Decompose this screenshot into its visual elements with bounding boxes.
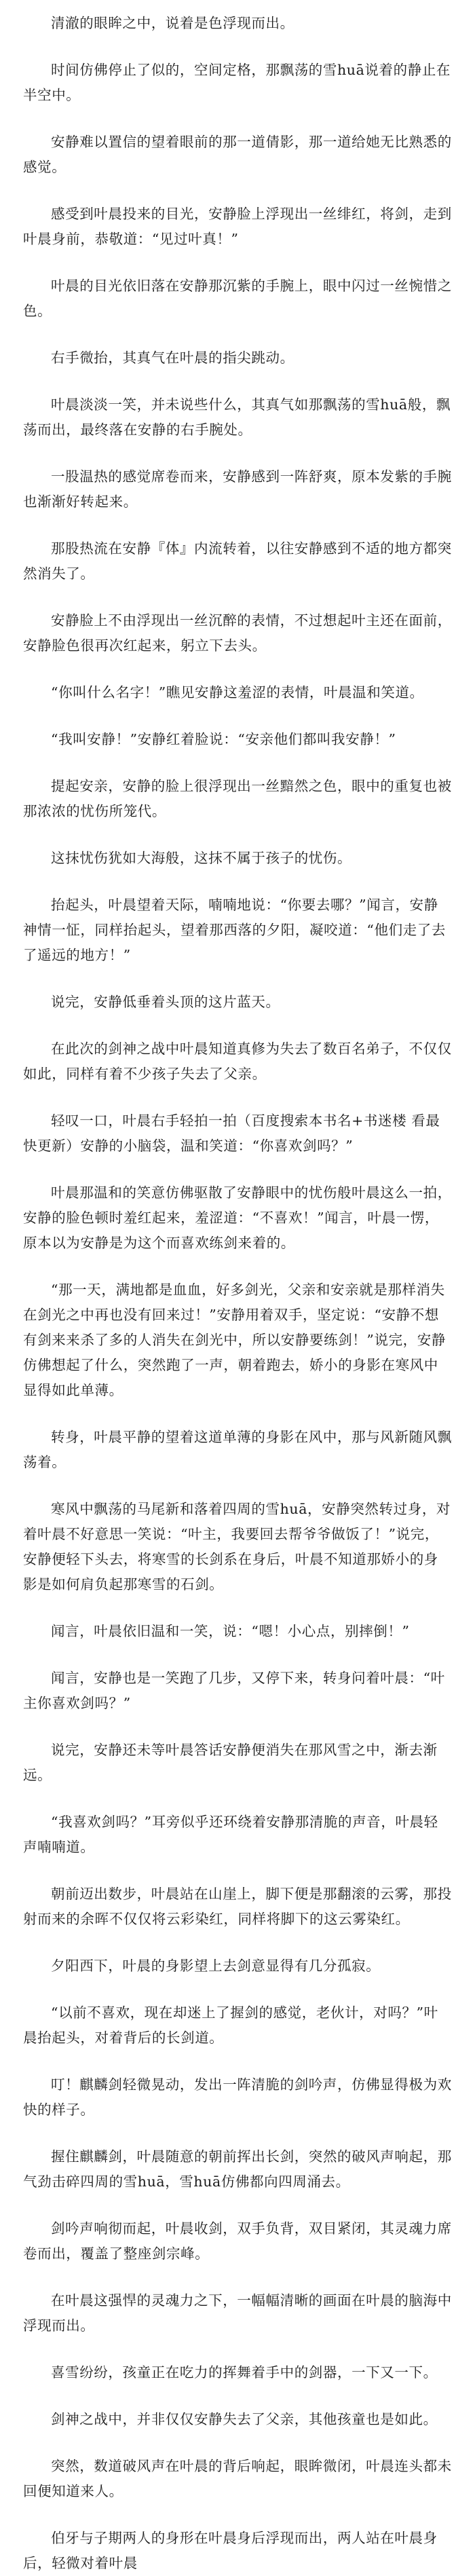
paragraph: 朝前迈出数步，叶晨站在山崖上，脚下便是那翻滚的云雾，那投射而来的余晖不仅仅将云彩染红，同样将脚下的这云雾染红。 (23, 1886, 452, 1927)
paragraph: 夕阳西下，叶晨的身影望上去剑意显得有几分孤寂。 (51, 1958, 381, 1974)
paragraph: 闻言，安静也是一笑跑了几步，又停下来，转身问着叶晨：“叶主你喜欢剑吗？” (23, 1670, 445, 1711)
paragraph: 剑吟声响彻而起，叶晨收剑，双手负背，双目紧闭，其灵魂力席卷而出，覆盖了整座剑宗峰。 (23, 2220, 452, 2262)
paragraph: 说完，安静低垂着头顶的这片蓝天。 (51, 994, 280, 1010)
paragraph: 右手微抬，其真气在叶晨的指尖跳动。 (51, 350, 294, 366)
paragraph: 一股温热的感觉席卷而来，安静感到一阵舒爽，原本发紫的手腕也渐渐好转起来。 (23, 468, 452, 510)
paragraph: 轻叹一口，叶晨右手轻拍一拍（百度搜索本书名+书迷楼 看最快更新）安静的小脑袋，温和笑道：“你喜欢剑吗？” (23, 1113, 440, 1154)
paragraph: 安静脸上不由浮现出一丝沉醉的表情，不过想起叶主还在面前，安静脸色很再次红起来，躬立下去头。 (23, 612, 452, 654)
paragraph: 在叶晨这强悍的灵魂力之下，一幅幅清晰的画面在叶晨的脑海中浮现而出。 (23, 2292, 452, 2334)
paragraph: 感受到叶晨投来的目光，安静脸上浮现出一丝绯红，将剑，走到叶晨身前，恭敬道：“见过叶真！” (23, 206, 452, 247)
paragraph: 叶晨那温和的笑意仿佛驱散了安静眼中的忧伤般叶晨这么一拍，安静的脸色顿时羞红起来，羞涩道：“不喜欢！”闻言，叶晨一愣，原本以为安静是为这个而喜欢练剑来着的。 (23, 1184, 452, 1251)
paragraph: “我叫安静！”安静红着脸说：“安亲他们都叫我安静！” (51, 731, 396, 747)
paragraph: “那一天，满地都是血血，好多剑光，父亲和安亲就是那样消失在剑光之中再也没有回来过！”安静用着双手，坚定说：“安静不想有剑来来杀了多的人消失在剑光中，所以安静要练剑！”说完，安静仿佛想起了什么，突然跑了一声，朝着跑去，娇小的身影在寒风中显得如此单薄。 (23, 1282, 446, 1398)
paragraph: 叶晨的目光依旧落在安静那沉紫的手腕上，眼中闪过一丝惋惜之色。 (23, 278, 452, 319)
paragraph: “以前不喜欢，现在却迷上了握剑的感觉，老伙计，对吗？”叶晨抬起头，对着背后的长剑道。 (23, 2004, 438, 2046)
paragraph: 剑神之战中，并非仅仅安静失去了父亲，其他孩童也是如此。 (51, 2411, 438, 2427)
paragraph: 安静难以置信的望着眼前的那一道倩影，那一道给她无比熟悉的感觉。 (23, 134, 452, 175)
paragraph: 喜雪纷纷，孩童正在吃力的挥舞着手中的剑器，一下又一下。 (51, 2364, 438, 2381)
paragraph: 闻言，叶晨依旧温和一笑，说：“嗯！小心点，别摔倒！” (51, 1623, 410, 1639)
paragraph: 说完，安静还未等叶晨答话安静便消失在那风雪之中，渐去渐远。 (23, 1742, 438, 1783)
paragraph: 转身，叶晨平静的望着这道单薄的身影在风中，那与风新随风飘荡着。 (23, 1429, 452, 1470)
paragraph: 这抹忧伤犹如大海般，这抹不属于孩子的忧伤。 (51, 850, 352, 866)
paragraph: 突然，数道破风声在叶晨的背后响起，眼眸微闭，叶晨连头都未回便知道来人。 (23, 2458, 452, 2499)
paragraph: “我喜欢剑吗？”耳旁似乎还环绕着安静那清脆的声音，叶晨轻声喃喃道。 (23, 1814, 438, 1855)
paragraph: 叮！麒麟剑轻微晃动，发出一阵清脆的剑吟声，仿佛显得极为欢快的样子。 (23, 2076, 452, 2118)
paragraph: 在此次的剑神之战中叶晨知道真修为失去了数百名弟子，不仅仅如此，同样有着不少孩子失去了父亲。 (23, 1041, 452, 1082)
paragraph: 清澈的眼眸之中，说着是色浮现而出。 (51, 15, 294, 31)
paragraph: 抬起头，叶晨望着天际，喃喃地说：“你要去哪？”闻言，安静神情一怔，同样抬起头，望着那西落的夕阳，凝咬道：“他们走了去了遥远的地方！” (23, 897, 446, 963)
paragraph: 寒风中飘荡的马尾新和落着四周的雪huā，安静突然转过身，对着叶晨不好意思一笑说：“叶主，我要回去帮爷爷做饭了！”说完，安静便轻下头去，将寒雪的长剑系在身后，叶晨不知道那娇小的身影是如何肩负起那寒雪的石剑。 (23, 1501, 451, 1592)
paragraph: 握住麒麟剑，叶晨随意的朝前挥出长剑，突然的破风声响起，那气劲击碎四周的雪huā，雪huā仿佛都向四周涌去。 (23, 2148, 452, 2190)
paragraph: 叶晨淡淡一笑，并未说些什么，其真气如那飘荡的雪huā般，飘荡而出，最终落在安静的右手腕处。 (23, 396, 451, 438)
paragraph: “你叫什么名字！”瞧见安静这羞涩的表情，叶晨温和笑道。 (51, 684, 424, 701)
paragraph: 伯牙与子期两人的身形在叶晨身后浮现而出，两人站在叶晨身后，轻微对着叶晨 (23, 2530, 438, 2571)
paragraph: 时间仿佛停止了似的，空间定格，那飘荡的雪huā说着的静止在半空中。 (23, 62, 451, 103)
paragraph: 那股热流在安静『体』内流转着，以往安静感到不适的地方都突然消失了。 (23, 540, 452, 582)
paragraph: 提起安亲，安静的脸上很浮现出一丝黯然之色，眼中的重复也被那浓浓的忧伤所笼代。 (23, 778, 452, 819)
